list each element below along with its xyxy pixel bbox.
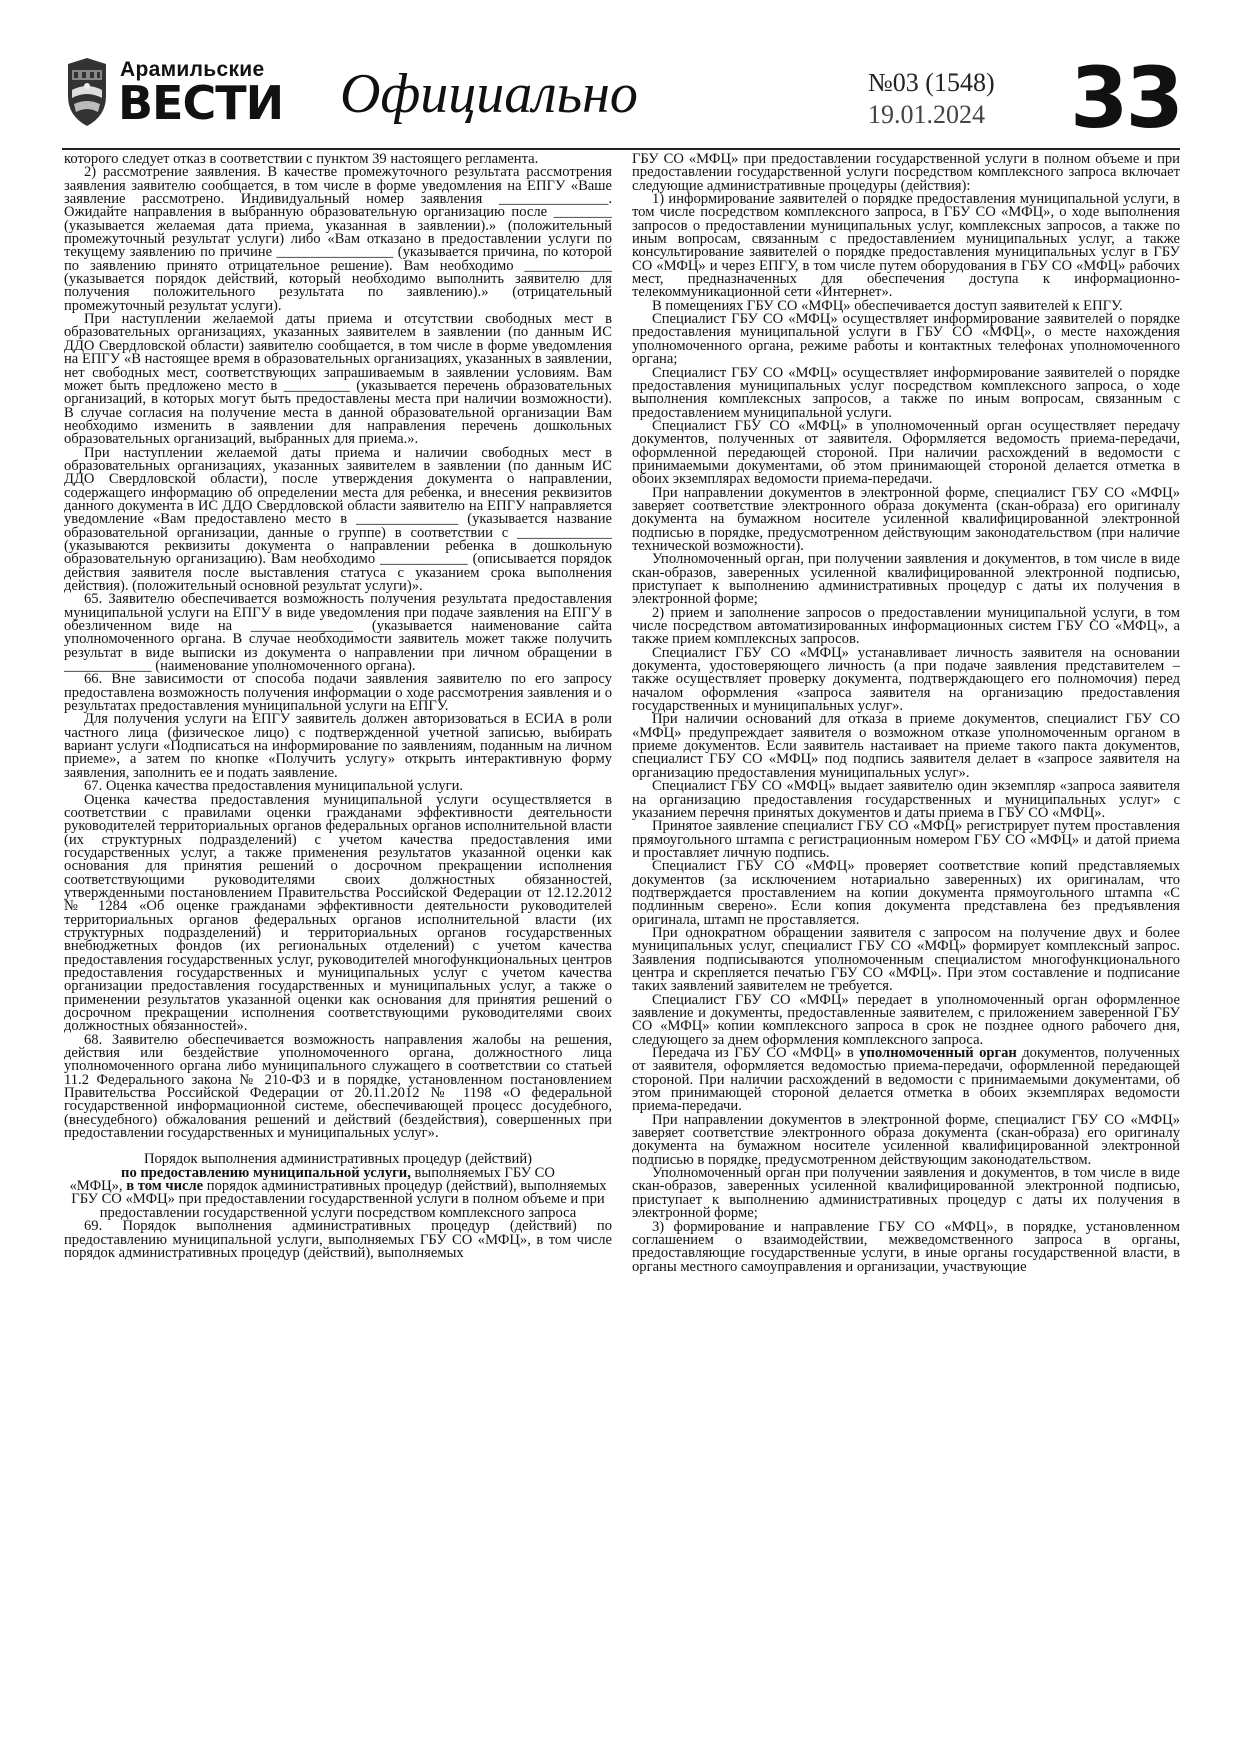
heading-text: «МФЦ», [69, 1178, 123, 1195]
paragraph: При однократном обращении заявителя с запросом на получение двух и более муниципальных услуг, специалист ГБУ СО «МФЦ» формирует комплексный запрос. Заявления подписываются уполномоченным специалистом многофункционального центра и скрепляется печатью ГБУ СО «МФЦ». При этом составление и подписание таких заявлений заявителем не требуется. [632, 924, 1180, 995]
issue-number: №03 (1548) [868, 68, 995, 97]
paragraph-text: документов, полученных от заявителя, оформляется ведомостью приема-передачи, оформленной передающей стороной. При наличии расхождений в ведомости с принимаемыми документами, об этом принимающей стороной делается отметка в обоих экземплярах ведомости приема-передачи. [632, 1045, 1180, 1115]
paragraph-bold: уполномоченный орган [859, 1045, 1017, 1062]
paragraph: 67. Оценка качества предоставления муниципальной услуги. [84, 778, 464, 795]
paragraph: Для получения услуги на ЕПГУ заявитель должен авторизоваться в ЕСИА в роли частного лица (физическое лицо) с подтвержденной учетной записью, выбирать вариант услуги «Подписаться на информирование по заявлениям, поданным на личном приеме», а затем по кнопке «Получить услугу» открыть интерактивную форму заявления, заполнить ее и подать заявление. [64, 711, 612, 781]
paragraph: При наличии оснований для отказа в приеме документов, специалист ГБУ СО «МФЦ» предупреждает заявителя о возможном отказе уполномоченным органом в приеме документов. Если заявитель настаивает на приеме такого пакта документов, специалист ГБУ СО «МФЦ» под подпись заявителя делает в «запросе заявителя на организацию предоставления муниципальных услуг». [632, 711, 1180, 781]
paragraph: 66. Вне зависимости от способа подачи заявления заявителю по его запросу предоставлена возможность получения информации о ходе рассмотрения заявления и о результатах предоставления муниципальной услуги на ЕПГУ. [64, 671, 612, 715]
issue-date: 19.01.2024 [868, 100, 985, 129]
heading-text: выполняемых ГБУ СО [410, 1164, 555, 1181]
paragraph: При направлении документов в электронной форме, специалист ГБУ СО «МФЦ» заверяет соответствие электронного образа документа (скан-образа) его оригиналу документа на бумажном носителе усиленной квалифицированной электронной подписью в порядке, предусмотренном действующим законодательством. [632, 1111, 1180, 1168]
paragraph: Принятое заявление специалист ГБУ СО «МФЦ» регистрирует путем проставления прямоугольного штампа с регистрационным номером ГБУ СО «МФЦ» и датой приема и проставляет личную подпись. [632, 818, 1180, 861]
paragraph: При направлении документов в электронной форме, специалист ГБУ СО «МФЦ» заверяет соответствие электронного образа документа (скан-образа) его оригиналу документа на бумажном носителе усиленной квалифицированной электронной подписью в порядке, предусмотренном действующим законодательством (при наличие технической возможности). [632, 484, 1180, 554]
paragraph: ГБУ СО «МФЦ» при предоставлении государственной услуги в полном объеме и при предоставлении государственной услуги посредством комплексного запроса включает следующие административные процедуры (действия): [632, 153, 1180, 194]
section-title: Официально [340, 63, 638, 125]
section-heading: Порядок выполнения административных процедур (действий) [143, 1151, 533, 1168]
newspaper-logo[interactable] [62, 56, 290, 136]
paragraph: 3) формирование и направление ГБУ СО «МФЦ», в порядке, установленном соглашением о взаимодействии, межведомственного запроса в органы, предоставляющие государственные услуги, в иные органы государственной власти, в органы местного самоуправления и организации, участвующие [632, 1218, 1180, 1275]
paragraph: 2) прием и заполнение запросов о предоставлении муниципальной услуги, в том числе посредством автоматизированных информационных систем ГБУ СО «МФЦ», а также прием комплексных запросов. [632, 604, 1180, 648]
paragraph: 68. Заявителю обеспечивается возможность направления жалобы на решения, действия или бездействие уполномоченного органа, должностного лица уполномоченного органа либо муниципального служащего в соответствии со статьей 11.2 Федерального закона № 210-ФЗ и в порядке, установленном постановлением Правительства Российской Федерации от 20.11.2012 № 1198 «О федеральной государственной информационной системе, обеспечивающей процесс досудебного, (внесудебного) обжалования решений и действий (бездействия), совершенных при предоставлении государственных и муниципальных услуг». [64, 1031, 612, 1142]
paragraph: Специалист ГБУ СО «МФЦ» осуществляет информирование заявителей о порядке предоставления муниципальных услуг посредством комплексного запроса, о ходе выполнения комплексных запросов, а также по иным вопросам, связанным с предоставлением муниципальной услуги. [632, 364, 1180, 421]
paragraph: Специалист ГБУ СО «МФЦ» в уполномоченный орган осуществляет передачу документов, полученных от заявителя. Оформляется ведомость приема-передачи, оформленной передающей стороной. При наличии расхождений в ведомости с принимаемыми документами, об этом принимающей стороной делается отметка в обоих экземплярах ведомости приема-передачи. [632, 417, 1180, 488]
heading-bold: в том числе [122, 1178, 204, 1195]
paragraph: 65. Заявителю обеспечивается возможность получения результата предоставления муниципальной услуги на ЕПГУ в виде уведомления при подаче заявления на ЕПГУ в обезличенном виде на ______________ (указывается наименование сайта уполномоченного органа. В случае необходимости заявитель может также получить результат в виде выписки из документа о направлении при личном обращении в ____________ (наименование уполномоченного органа). [64, 591, 612, 675]
paragraph: Оценка качества предоставления муниципальной услуги осуществляется в соответствии с правилами оценки гражданами эффективности деятельности руководителей территориальных органов федеральных органов исполнительной власти (их структурных подразделений) с учетом качества предоставления ими государственных услуг, а также применения результатов указанной оценки как основания для принятия решений о досрочном прекращении исполнения соответствующими руководителями своих должностных обязанностей, утвержденными постановлением Правительства Российской Федерации от 12.12.2012 № 1284 «Об оценке гражданами эффективности деятельности руководителей территориальных органов федеральных органов исполнительной власти (их структурных подразделений) и территориальных органов государственных внебюджетных фондов (их региональных отделений) с учетом качества предоставления государственных услуг, руководителей многофункциональных центров предоставления государственных и муниципальных услуг с учетом качества организации предоставления государственных и муниципальных услуг, а также о применении результатов указанной оценки как основания для принятия решений о досрочном прекращении исполнения соответствующими руководителями своих должностных обязанностей». [64, 791, 612, 1035]
section-heading [64, 1180, 612, 1220]
page-number: 33 [1070, 49, 1181, 147]
paragraph [632, 1047, 1180, 1114]
paragraph: Специалист ГБУ СО «МФЦ» проверяет соответствие копий представляемых документов (за исключением нотариально заверенных) их оригиналам, что подтверждается проставлением на копии документа прямоугольного штампа «С подлинным сверено». Если копия документа представлена без предъявления оригинала, штамп не проставляется. [632, 858, 1180, 928]
paragraph: Специалист ГБУ СО «МФЦ» выдает заявителю один экземпляр «запроса заявителя на организацию предоставления государственных и муниципальных услуг» с указанием перечня принятых документов и даты приема в ГБУ СО «МФЦ». [632, 778, 1180, 821]
paragraph: Специалист ГБУ СО «МФЦ» осуществляет информирование заявителей о порядке предоставления муниципальной услуги в ГБУ СО «МФЦ», о месте нахождения уполномоченного органа, режиме работы и контактных телефонах уполномоченного органа; [632, 311, 1180, 368]
heading-text: порядок административных процедур (действий), выполняемых ГБУ СО «МФЦ» при предоставлении государственной услуги в полном объеме и при предоставлении государственной услуги посредством комплексного запроса [71, 1178, 607, 1221]
paragraph: которого следует отказ в соответствии с пунктом 39 настоящего регламента. [64, 153, 539, 167]
paragraph-text: Передача из ГБУ СО «МФЦ» в [652, 1045, 860, 1062]
coat-of-arms-icon [62, 56, 112, 128]
masthead [0, 0, 1241, 150]
paragraph: При наступлении желаемой даты приема и отсутствии свободных мест в образовательных организациях, указанных заявителем в заявлении (по данным ИС ДДО Свердловской области) заявителю сообщается, в том числе в форме уведомления на ЕПГУ «В настоящее время в образовательных организациях, указанных в заявлении, нет свободных мест, соответствующих запрашиваемым в заявлении условиям. Вам может быть предложено место в _________ (указывается перечень образовательных организаций, в которых могут быть предоставлены места при наличии возможности). В случае согласия на получение места в данной образовательной организации Вам необходимо изменить в заявлении для направления перечень дошкольных образовательных организаций, выбранных для приема.». [64, 311, 612, 448]
paragraph: В помещениях ГБУ СО «МФЦ» обеспечивается доступ заявителей к ЕПГУ. [652, 297, 1123, 314]
paragraph: 1) информирование заявителей о порядке предоставления муниципальной услуги, в том числе посредством комплексного запроса, в ГБУ СО «МФЦ», о ходе выполнения запросов о предоставлении муниципальных услуг, комплексных запросов, а также по иным вопросам, связанным с предоставлением муниципальных услуг, а также консультирование заявителей о порядке предоставления муниципальных услуг в ГБУ СО «МФЦ» и через ЕПГУ, в том числе путем оборудования в ГБУ СО «МФЦ» рабочих мест, предназначенных для обеспечения доступа к информационно-телекоммуникационной сети «Интернет». [632, 191, 1180, 301]
brand-name-top: Арамильские [120, 58, 265, 81]
paragraph: Специалист ГБУ СО «МФЦ» устанавливает личность заявителя на основании документа, удостоверяющего личность (а при подаче заявления представителем – также осуществляет проверку документа, подтверждающего его полномочия) перед началом оформления «запроса заявителя на организацию предоставления государственных и муниципальных услуг». [632, 644, 1180, 715]
paragraph: 69. Порядок выполнения административных процедур (действий) по предоставлению муниципальной услуги, выполняемых ГБУ СО «МФЦ», в том числе порядок административных процедур (действий), выполняемых [64, 1218, 612, 1261]
brand-name-main: ВЕСТИ [118, 76, 284, 130]
paragraph: Уполномоченный орган, при получении заявления и документов, в том числе в виде скан-образов, заверенных усиленной квалифицированной электронной подписью, приступает к выполнению административных процедур с даты их получения в электронной форме; [632, 551, 1180, 608]
left-column [64, 153, 612, 1743]
heading-bold: по предоставлению муниципальной услуги, [121, 1164, 411, 1181]
header-divider [62, 148, 1180, 150]
paragraph: При наступлении желаемой даты приема и наличии свободных мест в образовательных организациях, указанных заявителем в заявлении (по данным ИС ДДО Свердловской области), после утверждения документа о направлении, содержащего информацию об определении места для ребенка, и внесения реквизитов данного документа в ИС ДДО Свердловской области заявителю на ЕПГУ направляется уведомление «Вам предоставлено место в ______________ (указывается название образовательной организации, данные о группе) в соответствии с _____________ (указываются реквизиты документа о направлении ребенка в дошкольную образовательную организацию). Вам необходимо ____________ (описывается порядок действия заявителя после выставления статуса с указанием срока выполнения действия). (положительный основной результат услуги)». [64, 444, 612, 594]
paragraph: Уполномоченный орган при получении заявления и документов, в том числе в виде скан-образов, заверенных усиленной квалифицированной электронной подписью, приступает к выполнению административных процедур с даты их получения в электронной форме; [632, 1165, 1180, 1222]
right-column [632, 153, 1180, 1743]
paragraph: Специалист ГБУ СО «МФЦ» передает в уполномоченный орган оформленное заявление и документы, предоставленные заявителем, с приложением заверенной ГБУ СО «МФЦ» копии комплексного запроса в срок не позднее одного рабочего дня, следующего за днем оформления комплексного запроса. [632, 991, 1180, 1048]
paragraph: 2) рассмотрение заявления. В качестве промежуточного результата рассмотрения заявления заявителю сообщается, в том числе в форме уведомления на ЕПГУ «Ваше заявление рассмотрено. Индивидуальный номер заявления _______________. Ожидайте направления в выбранную образовательную организацию после ________ (указывается желаемая дата приема, указанная в заявлении).» (положительный промежуточный результат услуги) либо «Вам отказано в предоставлении услуги по текущему заявлению по причине ________________ (указывается причина, по которой по заявлению принято отрицательное решение). Вам необходимо ____________ (указывается порядок действий, который необходимо выполнить заявителю для получения положительного результата по заявлению).» (отрицательный промежуточный результат услуги). [64, 164, 612, 314]
